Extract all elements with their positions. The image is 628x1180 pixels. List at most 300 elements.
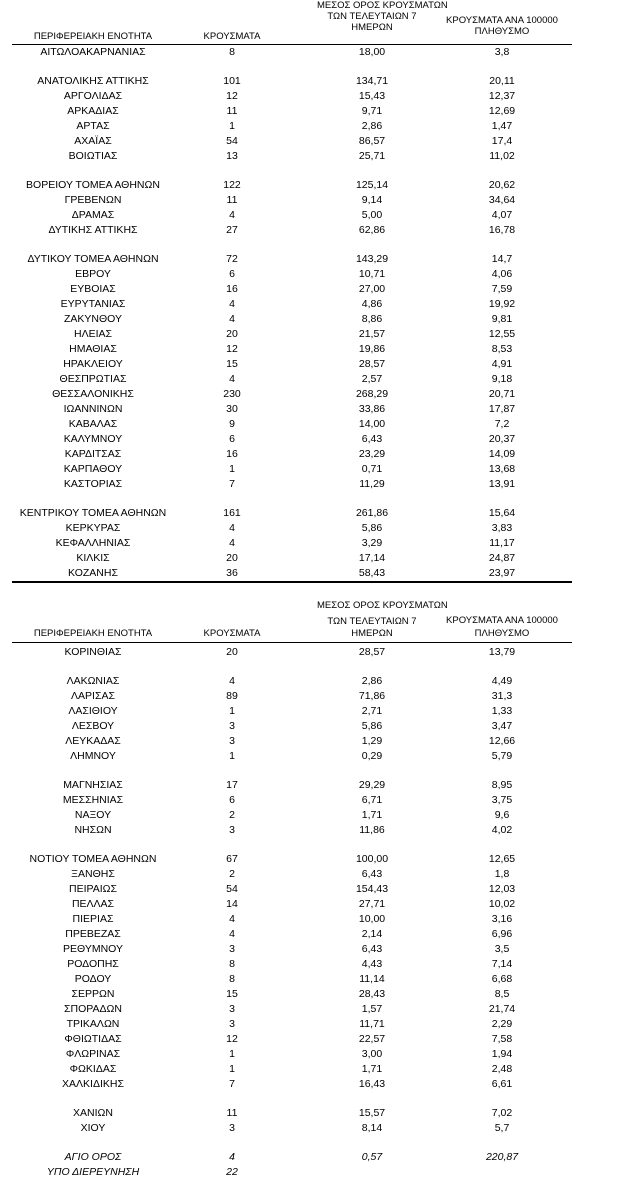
cell-region: ΚΑΡΠΑΘΟΥ: [63, 463, 123, 475]
cell-per-100k: 9,6: [494, 809, 510, 821]
cell-cases: 20: [226, 552, 238, 564]
cell-cases: 7: [229, 478, 235, 490]
cell-region: ΒΟΙΩΤΙΑΣ: [68, 150, 118, 162]
cell-7day-avg: 5,86: [361, 522, 383, 534]
cell-per-100k: 20,37: [488, 433, 516, 445]
cell-cases: 3: [229, 1003, 235, 1015]
table-row: [12, 104, 572, 119]
header-avg-line1: ΜΕΣΟΣ ΟΡΟΣ ΚΡΟΥΣΜΑΤΩΝ: [317, 600, 448, 611]
cell-region: ΦΩΚΙΔΑΣ: [69, 1063, 117, 1075]
table-row: [12, 823, 572, 838]
cell-per-100k: 1,8: [494, 868, 510, 880]
header-avg-line1: ΜΕΣΟΣ ΟΡΟΣ ΚΡΟΥΣΜΑΤΩΝ: [317, 0, 448, 11]
cell-cases: 1: [229, 1063, 235, 1075]
cell-7day-avg: 28,43: [358, 988, 386, 1000]
table-row: [12, 689, 572, 704]
cell-region: ΤΡΙΚΑΛΩΝ: [66, 1018, 120, 1030]
cell-cases: 12: [226, 1033, 238, 1045]
cell-cases: 15: [226, 358, 238, 370]
cell-region: ΣΠΟΡΑΔΩΝ: [64, 1003, 122, 1015]
cell-cases: 1: [229, 1048, 235, 1060]
cell-per-100k: 16,78: [488, 224, 516, 236]
cell-cases: 67: [226, 853, 238, 865]
cell-region: ΕΒΡΟΥ: [75, 268, 111, 280]
cell-per-100k: 20,71: [488, 388, 516, 400]
table-row: [12, 327, 572, 342]
cell-region: ΦΘΙΩΤΙΔΑΣ: [64, 1033, 122, 1045]
cell-7day-avg: 261,86: [355, 507, 389, 519]
cell-per-100k: 4,91: [491, 358, 513, 370]
cell-cases: 20: [226, 328, 238, 340]
cell-region: ΚΑΣΤΟΡΙΑΣ: [63, 478, 123, 490]
cell-per-100k: 4,07: [491, 209, 513, 221]
cell-per-100k: 7,2: [494, 418, 510, 430]
cell-7day-avg: 19,86: [358, 343, 386, 355]
cell-7day-avg: 268,29: [355, 388, 389, 400]
cell-region: ΜΑΓΝΗΣΙΑΣ: [63, 779, 123, 791]
cell-7day-avg: 11,14: [359, 973, 385, 985]
group-spacer: [12, 1136, 572, 1150]
table-row: [12, 867, 572, 882]
cell-per-100k: 20,11: [489, 75, 515, 87]
cell-7day-avg: 27,71: [358, 898, 386, 910]
cell-per-100k: 1,33: [491, 705, 513, 717]
cell-7day-avg: 22,57: [358, 1033, 386, 1045]
cell-cases: 30: [226, 403, 238, 415]
cell-cases: 1: [229, 750, 235, 762]
table-row: [12, 312, 572, 327]
cell-7day-avg: 3,00: [361, 1048, 383, 1060]
cases-table-2: [12, 600, 572, 1180]
cell-cases: 54: [226, 883, 238, 895]
cell-per-100k: 20,62: [488, 179, 516, 191]
cell-region: ΘΕΣΣΑΛΟΝΙΚΗΣ: [52, 388, 134, 400]
cell-region: ΝΑΞΟΥ: [74, 809, 112, 821]
cell-7day-avg: 6,43: [361, 868, 383, 880]
table-row: [12, 1106, 572, 1121]
table-row: [12, 645, 572, 660]
table-row: [12, 193, 572, 208]
cell-7day-avg: 23,29: [358, 448, 386, 460]
table-row: [12, 749, 572, 764]
cell-per-100k: 13,91: [488, 478, 516, 490]
cell-per-100k: 6,96: [491, 928, 513, 940]
cell-region: ΔΡΑΜΑΣ: [71, 209, 115, 221]
cell-cases: 54: [226, 135, 238, 147]
cell-region: ΑΡΚΑΔΙΑΣ: [67, 105, 119, 117]
cell-per-100k: 12,37: [488, 90, 516, 102]
cell-7day-avg: 1,71: [361, 1063, 383, 1075]
cell-cases: 4: [229, 313, 235, 325]
cell-cases: 72: [226, 253, 238, 265]
cell-region: ΦΛΩΡΙΝΑΣ: [65, 1048, 121, 1060]
cell-cases: 27: [226, 224, 238, 236]
cell-cases: 22: [226, 1166, 238, 1178]
cell-region: ΣΕΡΡΩΝ: [71, 988, 115, 1000]
cell-7day-avg: 71,86: [358, 690, 386, 702]
cell-per-100k: 31,3: [491, 690, 513, 702]
cell-7day-avg: 5,86: [361, 720, 383, 732]
group-spacer: [12, 492, 572, 506]
cell-cases: 16: [226, 283, 238, 295]
cell-7day-avg: 25,71: [358, 150, 386, 162]
cell-per-100k: 11,02: [489, 150, 515, 162]
cell-per-100k: 3,83: [491, 522, 513, 534]
cell-region: ΑΡΓΟΛΙΔΑΣ: [63, 90, 123, 102]
cell-7day-avg: 4,86: [361, 298, 383, 310]
table-row: [12, 972, 572, 987]
cell-cases: 15: [226, 988, 238, 1000]
table-row: [12, 297, 572, 312]
cell-per-100k: 12,03: [488, 883, 516, 895]
cell-7day-avg: 1,57: [361, 1003, 383, 1015]
cell-region: ΚΕΝΤΡΙΚΟΥ ΤΟΜΕΑ ΑΘΗΝΩΝ: [19, 507, 167, 519]
cell-cases: 161: [223, 507, 241, 519]
cell-cases: 1: [229, 463, 235, 475]
cell-cases: 3: [229, 1122, 235, 1134]
cell-region: ΡΟΔΟΥ: [74, 973, 112, 985]
cell-per-100k: 13,68: [488, 463, 516, 475]
cell-per-100k: 8,5: [494, 988, 510, 1000]
cell-7day-avg: 28,57: [358, 646, 386, 658]
cell-per-100k: 1,47: [491, 120, 513, 132]
table-row: [12, 536, 572, 551]
cell-cases: 7: [229, 1078, 235, 1090]
cell-7day-avg: 58,43: [358, 567, 386, 579]
header-avg-line2: ΤΩΝ ΤΕΛΕΥΤΑΙΩΝ 7: [327, 11, 417, 22]
cell-region: ΠΡΕΒΕΖΑΣ: [65, 928, 121, 940]
cell-region: ΝΗΣΩΝ: [74, 824, 112, 836]
cell-region: ΗΜΑΘΙΑΣ: [69, 343, 117, 355]
cell-per-100k: 23,97: [488, 567, 516, 579]
table-row: [12, 1062, 572, 1077]
cell-cases: 11: [226, 1107, 238, 1119]
cell-cases: 4: [229, 928, 235, 940]
header-rule: [12, 642, 572, 643]
cell-region: ΚΟΡΙΝΘΙΑΣ: [64, 646, 122, 658]
cell-7day-avg: 2,14: [361, 928, 383, 940]
cell-cases: 16: [226, 448, 238, 460]
cell-per-100k: 17,87: [488, 403, 516, 415]
header-avg-line3: ΗΜΕΡΩΝ: [351, 22, 393, 33]
header-cases: ΚΡΟΥΣΜΑΤΑ: [203, 31, 261, 42]
table-row: [12, 387, 572, 402]
table-row: [12, 1077, 572, 1092]
cell-per-100k: 7,14: [491, 958, 513, 970]
table-row: [12, 372, 572, 387]
cell-7day-avg: 18,00: [358, 46, 386, 58]
cell-per-100k: 24,87: [488, 552, 516, 564]
cell-cases: 4: [229, 537, 235, 549]
cell-region: ΥΠΟ ΔΙΕΡΕΥΝΗΣΗ: [46, 1166, 140, 1178]
cell-region: ΝΟΤΙΟΥ ΤΟΜΕΑ ΑΘΗΝΩΝ: [29, 853, 157, 865]
cell-cases: 2: [229, 809, 235, 821]
cell-cases: 4: [229, 209, 235, 221]
cell-cases: 17: [226, 779, 238, 791]
header-per100k-line2: ΠΛΗΘΥΣΜΟ: [474, 26, 530, 37]
cell-per-100k: 4,06: [491, 268, 513, 280]
cell-7day-avg: 21,57: [358, 328, 386, 340]
table-row: [12, 1047, 572, 1062]
cell-per-100k: 3,5: [494, 943, 510, 955]
cell-cases: 6: [229, 794, 235, 806]
cell-region: ΧΙΟΥ: [80, 1122, 106, 1134]
cell-cases: 9: [229, 418, 235, 430]
table-row: [12, 149, 572, 164]
cell-region: ΑΙΤΩΛΟΑΚΑΡΝΑΝΙΑΣ: [40, 46, 146, 58]
cell-7day-avg: 33,86: [358, 403, 386, 415]
table-row: [12, 1017, 572, 1032]
header-region: ΠΕΡΙΦΕΡΕΙΑΚΗ ΕΝΟΤΗΤΑ: [33, 628, 153, 639]
cell-region: ΘΕΣΠΡΩΤΙΑΣ: [59, 373, 127, 385]
table-row: [12, 882, 572, 897]
cell-cases: 3: [229, 720, 235, 732]
table-row: [12, 447, 572, 462]
table-row: [12, 897, 572, 912]
cell-cases: 13: [226, 150, 238, 162]
cell-per-100k: 3,8: [494, 46, 510, 58]
table-row: [12, 912, 572, 927]
cell-region: ΒΟΡΕΙΟΥ ΤΟΜΕΑ ΑΘΗΝΩΝ: [26, 179, 160, 191]
cell-cases: 2: [229, 868, 235, 880]
table-row: [12, 267, 572, 282]
cell-7day-avg: 15,57: [358, 1107, 386, 1119]
table-body: [12, 645, 572, 1180]
cell-region: ΚΕΡΚΥΡΑΣ: [65, 522, 121, 534]
cell-region: ΑΡΤΑΣ: [76, 120, 110, 132]
cell-7day-avg: 4,43: [361, 958, 383, 970]
table-row: [12, 45, 572, 60]
table-row: [12, 432, 572, 447]
cell-per-100k: 34,64: [488, 194, 516, 206]
table-row: [12, 957, 572, 972]
cell-cases: 4: [229, 913, 235, 925]
cell-per-100k: 14,09: [488, 448, 516, 460]
cell-cases: 4: [229, 522, 235, 534]
cell-region: ΑΝΑΤΟΛΙΚΗΣ ΑΤΤΙΚΗΣ: [37, 75, 149, 87]
cases-table-1: [12, 0, 572, 583]
cell-cases: 8: [229, 46, 235, 58]
cell-region: ΠΕΙΡΑΙΩΣ: [69, 883, 117, 895]
header-avg-line2: ΤΩΝ ΤΕΛΕΥΤΑΙΩΝ 7: [327, 616, 417, 627]
table-row: [12, 357, 572, 372]
cell-region: ΚΙΛΚΙΣ: [76, 552, 110, 564]
cell-region: ΓΡΕΒΕΝΩΝ: [64, 194, 122, 206]
cell-7day-avg: 0,57: [361, 1151, 383, 1163]
cell-per-100k: 21,74: [488, 1003, 516, 1015]
cell-cases: 230: [223, 388, 241, 400]
cell-7day-avg: 17,14: [358, 552, 386, 564]
header-cases: ΚΡΟΥΣΜΑΤΑ: [203, 628, 261, 639]
cell-per-100k: 7,02: [491, 1107, 513, 1119]
cell-region: ΚΑΡΔΙΤΣΑΣ: [64, 448, 122, 460]
cell-per-100k: 4,02: [491, 824, 513, 836]
table-row: [12, 674, 572, 689]
cell-per-100k: 8,95: [491, 779, 513, 791]
cell-region: ΚΑΒΑΛΑΣ: [68, 418, 118, 430]
cell-region: ΞΑΝΘΗΣ: [71, 868, 115, 880]
table-row: [12, 252, 572, 267]
cell-7day-avg: 8,86: [361, 313, 383, 325]
group-spacer: [12, 238, 572, 252]
cell-per-100k: 6,68: [491, 973, 513, 985]
cell-region: ΧΑΝΙΩΝ: [73, 1107, 113, 1119]
cell-per-100k: 9,18: [491, 373, 513, 385]
cell-cases: 4: [229, 298, 235, 310]
table-row: [12, 521, 572, 536]
cell-region: ΡΕΘΥΜΝΟΥ: [62, 943, 123, 955]
cell-per-100k: 2,48: [491, 1063, 513, 1075]
cell-cases: 3: [229, 943, 235, 955]
cell-7day-avg: 10,00: [358, 913, 386, 925]
cell-cases: 122: [223, 179, 241, 191]
table-row: [12, 1165, 572, 1180]
cell-cases: 6: [229, 268, 235, 280]
table-row: [12, 734, 572, 749]
table-row: [12, 942, 572, 957]
cell-7day-avg: 125,14: [355, 179, 389, 191]
cell-region: ΛΑΣΙΘΙΟΥ: [68, 705, 118, 717]
cell-per-100k: 12,65: [488, 853, 516, 865]
table-row: [12, 808, 572, 823]
cell-per-100k: 6,61: [491, 1078, 513, 1090]
table-row: [12, 566, 572, 581]
cell-7day-avg: 1,29: [361, 735, 383, 747]
table-row: [12, 719, 572, 734]
table-row: [12, 506, 572, 521]
cell-per-100k: 12,55: [488, 328, 516, 340]
cell-cases: 89: [226, 690, 238, 702]
table-row: [12, 342, 572, 357]
cell-region: ΚΑΛΥΜΝΟΥ: [63, 433, 123, 445]
cell-7day-avg: 86,57: [358, 135, 386, 147]
cell-per-100k: 3,75: [491, 794, 513, 806]
cell-per-100k: 5,79: [491, 750, 513, 762]
cell-region: ΗΡΑΚΛΕΙΟΥ: [63, 358, 123, 370]
table-row: [12, 551, 572, 566]
group-spacer: [12, 764, 572, 778]
cell-per-100k: 12,66: [488, 735, 516, 747]
cell-region: ΛΑΡΙΣΑΣ: [71, 690, 115, 702]
cell-cases: 4: [229, 675, 235, 687]
header-per100k-line1: ΚΡΟΥΣΜΑΤΑ ΑΝΑ 100000: [446, 615, 558, 626]
cell-7day-avg: 6,43: [361, 433, 383, 445]
cell-per-100k: 5,7: [494, 1122, 510, 1134]
cell-7day-avg: 0,71: [361, 463, 383, 475]
cell-per-100k: 7,58: [491, 1033, 513, 1045]
cell-region: ΗΛΕΙΑΣ: [73, 328, 112, 340]
table-row: [12, 927, 572, 942]
cell-cases: 8: [229, 958, 235, 970]
cell-region: ΧΑΛΚΙΔΙΚΗΣ: [62, 1078, 124, 1090]
table-body: [12, 45, 572, 583]
group-spacer: [12, 1092, 572, 1106]
cell-cases: 4: [229, 1151, 235, 1163]
cell-7day-avg: 8,14: [361, 1122, 383, 1134]
table-row: [12, 852, 572, 867]
cell-per-100k: 3,47: [491, 720, 513, 732]
cell-7day-avg: 14,00: [358, 418, 386, 430]
cell-per-100k: 2,29: [491, 1018, 513, 1030]
cell-cases: 20: [226, 646, 238, 658]
cell-per-100k: 3,16: [491, 913, 513, 925]
cell-region: ΔΥΤΙΚΗΣ ΑΤΤΙΚΗΣ: [48, 224, 138, 236]
cell-region: ΠΙΕΡΙΑΣ: [72, 913, 114, 925]
cell-cases: 3: [229, 1018, 235, 1030]
cell-region: ΛΕΥΚΑΔΑΣ: [65, 735, 121, 747]
cell-7day-avg: 11,71: [359, 1018, 385, 1030]
table-row: [12, 417, 572, 432]
cell-cases: 11: [226, 194, 238, 206]
cell-per-100k: 17,4: [491, 135, 513, 147]
cell-per-100k: 1,94: [491, 1048, 513, 1060]
table-row: [12, 793, 572, 808]
header-region: ΠΕΡΙΦΕΡΕΙΑΚΗ ΕΝΟΤΗΤΑ: [33, 31, 153, 42]
cell-cases: 4: [229, 373, 235, 385]
table-row: [12, 74, 572, 89]
cell-7day-avg: 2,57: [361, 373, 383, 385]
cell-7day-avg: 9,71: [361, 105, 383, 117]
cell-7day-avg: 2,86: [361, 675, 383, 687]
table-row: [12, 282, 572, 297]
table-row: [12, 119, 572, 134]
table-row: [12, 477, 572, 492]
table-row: [12, 223, 572, 238]
group-spacer: [12, 60, 572, 74]
cell-region: ΑΓΙΟ ΟΡΟΣ: [64, 1151, 122, 1163]
cell-7day-avg: 6,43: [361, 943, 383, 955]
cell-7day-avg: 5,00: [361, 209, 383, 221]
group-spacer: [12, 660, 572, 674]
cell-per-100k: 13,79: [488, 646, 516, 658]
cell-7day-avg: 28,57: [358, 358, 386, 370]
cell-cases: 14: [226, 898, 238, 910]
cell-cases: 3: [229, 735, 235, 747]
cell-cases: 101: [223, 75, 241, 87]
cell-7day-avg: 134,71: [355, 75, 389, 87]
table-row: [12, 1002, 572, 1017]
cell-7day-avg: 9,14: [361, 194, 383, 206]
cell-cases: 12: [226, 90, 238, 102]
cell-region: ΚΕΦΑΛΛΗΝΙΑΣ: [55, 537, 131, 549]
cell-per-100k: 9,81: [491, 313, 513, 325]
cell-7day-avg: 6,71: [361, 794, 383, 806]
cell-region: ΖΑΚΥΝΘΟΥ: [63, 313, 122, 325]
cell-7day-avg: 0,29: [361, 750, 383, 762]
cell-7day-avg: 2,86: [361, 120, 383, 132]
table-row: [12, 778, 572, 793]
cell-region: ΠΕΛΛΑΣ: [71, 898, 115, 910]
table-row: [12, 208, 572, 223]
cell-cases: 1: [229, 705, 235, 717]
cell-7day-avg: 1,71: [361, 809, 383, 821]
cell-region: ΕΥΡΥΤΑΝΙΑΣ: [60, 298, 126, 310]
cell-7day-avg: 3,29: [361, 537, 383, 549]
cell-per-100k: 19,92: [488, 298, 516, 310]
cell-7day-avg: 27,00: [358, 283, 386, 295]
cell-region: ΕΥΒΟΙΑΣ: [70, 283, 116, 295]
cell-7day-avg: 16,43: [358, 1078, 386, 1090]
cell-cases: 36: [226, 567, 238, 579]
table-row: [12, 704, 572, 719]
cell-cases: 8: [229, 973, 235, 985]
cell-region: ΑΧΑΪΑΣ: [74, 135, 112, 147]
cell-per-100k: 4,49: [491, 675, 513, 687]
cell-region: ΛΗΜΝΟΥ: [70, 750, 116, 762]
cell-7day-avg: 62,86: [358, 224, 386, 236]
header-avg-line3: ΗΜΕΡΩΝ: [351, 628, 393, 639]
cell-7day-avg: 143,29: [355, 253, 389, 265]
